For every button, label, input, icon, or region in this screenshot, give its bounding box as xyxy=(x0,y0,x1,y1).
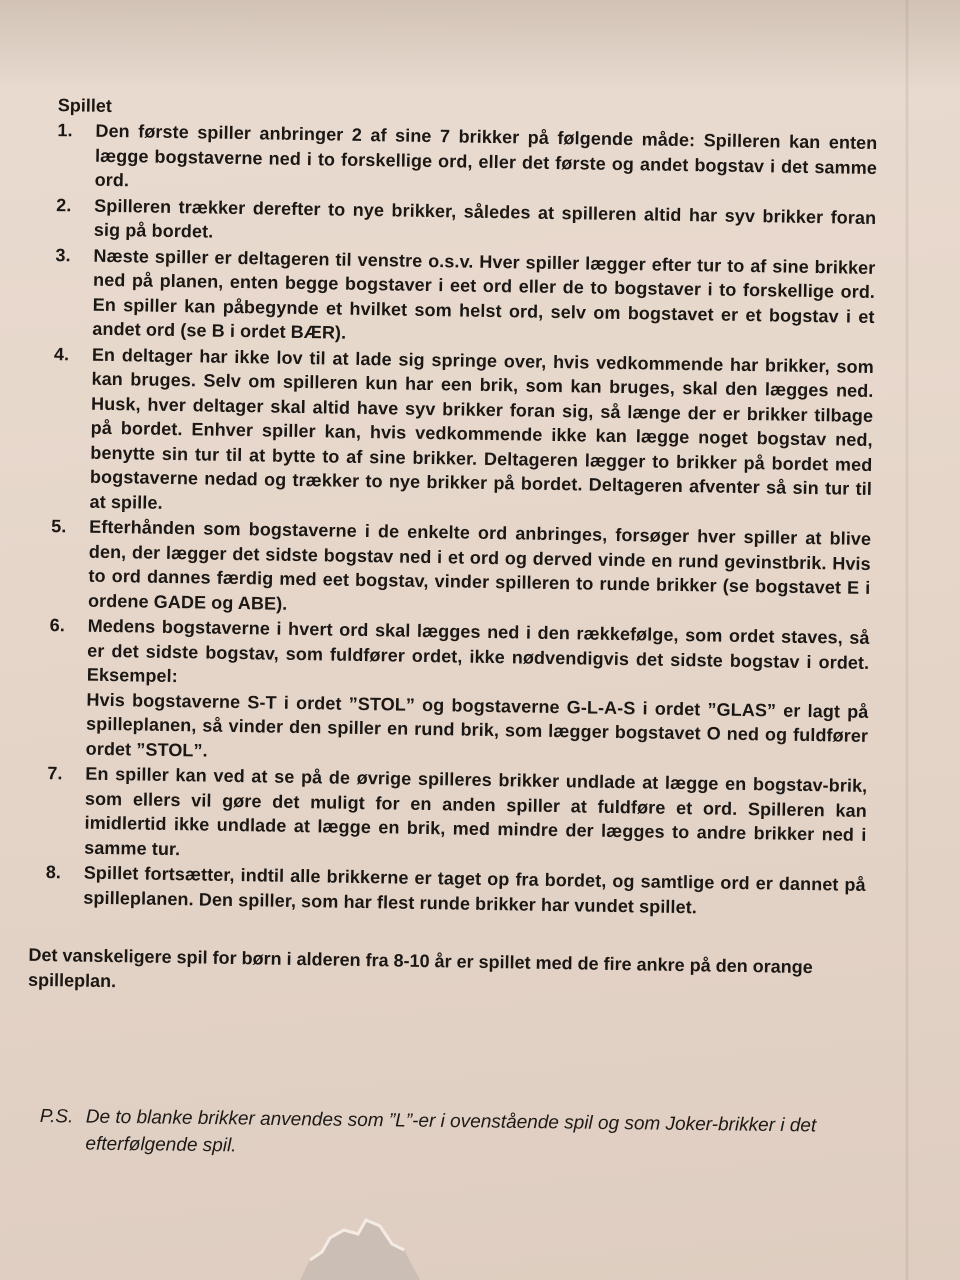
rule-text-block xyxy=(74,614,870,773)
rule-text: Medens bogstaverne i hvert ord skal lægges ned i den rækkefølge, som ordet staves, så er det sidste bogstav, som fuldfører ordet, ikke nødvendigvis det sidste bogstav i ordet. Eksempel: xyxy=(86,615,870,687)
closing-paragraph: Det vanskeligere spil for børn i alderen fra 8-10 år er spillet med de fire ankre på den orange spilleplan. xyxy=(27,944,813,992)
rule-text: Efterhånden som bogstaverne i de enkelte ord anbringes, forsøger hver spiller at blive den, der lægger det sidste bogstav ned i et ord og derved vinde en rund gevinstbrik. Hvis to ord dannes færdig med eet bogstav, vinder spilleren to runde brikker (se bogstavet E i ordene GADE og ABE). xyxy=(87,516,872,614)
rule-text: Næste spiller er deltageren til venstre o.s.v. Hver spiller lægger efter tur to af sine brikker ned på planen, enten begge bogstaver i eet ord eller de to bogstaver i to forskellige ord. En spiller kan påbegynde et hvilket som helst ord, selv om bogstavet er et bogstav i et andet ord (se B i ordet BÆR). xyxy=(92,245,876,343)
rule-number: 5. xyxy=(51,516,67,537)
rule-text: Den første spiller anbringer 2 af sine 7 brikker på følgende måde: Spilleren kan enten lægge bogstaverne ned i to forskellige ord, eller det første og andet bogstav i det samme ord. xyxy=(94,120,878,191)
postscript xyxy=(39,1103,900,1168)
rule-number: 3. xyxy=(55,244,71,265)
rule-item-6 xyxy=(38,613,870,773)
rules-list xyxy=(35,118,877,922)
rule-number: 1. xyxy=(57,120,73,141)
rule-number: 4. xyxy=(53,343,70,364)
rule-text: Spillet fortsætter, indtil alle brikkerne er taget op fra bordet, og samtlige ord er dannet på spilleplanen. Den spiller, som har flest runde brikker har vundet spillet. xyxy=(83,862,866,917)
section-heading: Spillet xyxy=(57,95,113,117)
rule-example: Hvis bogstaverne S-T i ordet ”STOL” og bogstaverne G-L-A-S i ordet ”GLAS” er lagt på spilleplanen, så vinder den spiller en rund brik, som lægger bogstavet O ned og fuldfører ordet ”STOL”. xyxy=(85,689,869,761)
rule-item-5 xyxy=(40,514,871,625)
rule-item-4 xyxy=(41,341,874,526)
rule-text: Spilleren trækker derefter to nye brikker, således at spilleren altid har syv brikker foran sig på bordet. xyxy=(93,195,877,242)
rule-number: 2. xyxy=(56,194,72,215)
top-shadow xyxy=(0,0,960,90)
torn-edge xyxy=(300,1200,420,1280)
rules-content xyxy=(27,95,878,1006)
rule-item-3 xyxy=(44,242,875,353)
ps-text: De to blanke brikker anvendes som ”L”-er i ovenstående spil og som Joker-brikker i det efterfølgende spil. xyxy=(85,1106,817,1157)
paper-fold xyxy=(905,0,909,1280)
rule-text: En deltager har ikke lov til at lade sig springe over, hvis vedkommende har brikker, som kan bruges. Selv om spilleren kun har een brik, som kan bruges, skal den lægges ned. Husk, hver deltager skal altid have syv brikker foran sig, så længe der er brikker tilbage på bordet. Enhver spiller kan, hvis vedkommende ikke kan lægge noget bogstav ned, benytte sin tur til at bytte to af sine brikker. Deltageren lægger to brikker på bordet med bogstaverne nedad og trækker to nye brikker på bordet. Deltageren afventer så sin tur til at spille. xyxy=(89,344,874,513)
rule-item-1 xyxy=(46,118,877,205)
rule-number: 8. xyxy=(45,862,62,883)
rule-item-7 xyxy=(36,761,867,872)
ps-label: P.S. xyxy=(39,1105,74,1128)
rule-text: En spiller kan ved at se på de øvrige spilleres brikker undlade at lægge en bogstav-brik, som ellers vil gøre det muligt for en anden spiller at fuldføre et ord. Spilleren kan imidlertid ikke undlade at lægge en brik, med mindre der lægges to andre brikker ned i samme tur. xyxy=(84,763,868,859)
rule-number: 7. xyxy=(47,763,63,784)
rule-number: 6. xyxy=(49,615,66,636)
